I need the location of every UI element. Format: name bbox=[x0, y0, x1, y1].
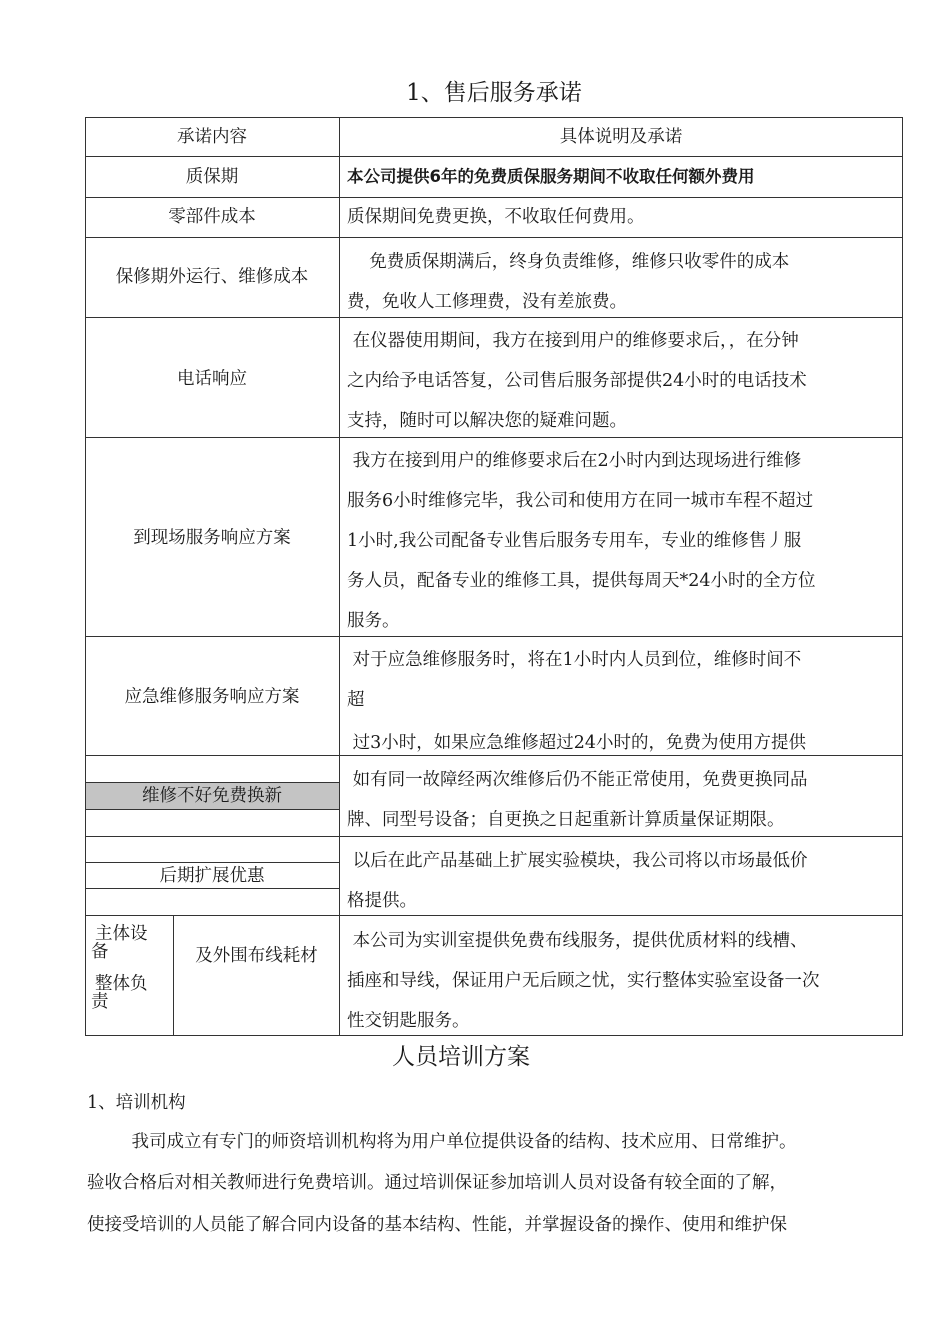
training-subheading: 1、培训机构 bbox=[87, 1093, 186, 1113]
row-label-expansion: 后期扩展优惠 bbox=[159, 866, 265, 886]
row-text-emergency-3: 过3小时，如果应急维修超过24小时的，免费为使用方提供 bbox=[347, 733, 806, 753]
row-text-emergency-1: 对于应急维修服务时，将在1小时内人员到位，维修时间不 bbox=[347, 650, 802, 670]
paragraph-line: 验收合格后对相关教师进行免费培训。通过培训保证参加培训人员对设备有较全面的了解， bbox=[87, 1173, 787, 1193]
row-text-onsite-2: 服务6小时维修完毕，我公司和使用方在同一城市车程不超过 bbox=[347, 491, 814, 511]
row-text-onsite-3: 1小时,我公司配备专业售后服务专用车，专业的维修售丿服 bbox=[347, 531, 802, 551]
paragraph-line: 使接受培训的人员能了解合同内设备的基本结构、性能，并掌握设备的操作、使用和维护保 bbox=[87, 1215, 787, 1235]
sub-divider bbox=[85, 809, 339, 810]
row-text-replacement-1: 如有同一故障经两次维修后仍不能正常使用，免费更换同品 bbox=[347, 770, 808, 790]
row-label-main-equipment bbox=[85, 925, 173, 1011]
row-label-replacement: 维修不好免费换新 bbox=[142, 786, 282, 806]
row-text-replacement-2: 牌、同型号设备；自更换之日起重新计算质量保证期限。 bbox=[347, 810, 785, 830]
after-sales-table bbox=[85, 117, 903, 1036]
row-divider bbox=[85, 237, 903, 238]
column-divider bbox=[339, 117, 340, 1036]
label-line: 整体负 bbox=[95, 974, 148, 994]
row-text-onsite-4: 务人员，配备专业的维修工具，提供每周天*24小时的全方位 bbox=[347, 571, 816, 591]
row-text-phone-3: 支持，随时可以解决您的疑难问题。 bbox=[347, 411, 627, 431]
row-label-phone-response: 电话响应 bbox=[177, 369, 247, 389]
row-text-out-of-warranty-2: 费，免收人工修理费，没有差旅费。 bbox=[347, 292, 627, 312]
label-line: 备 bbox=[91, 942, 109, 962]
table-border-top bbox=[85, 117, 903, 118]
sub-divider bbox=[85, 888, 339, 889]
row-divider bbox=[85, 915, 903, 916]
header-details: 具体说明及承诺 bbox=[559, 127, 683, 147]
row-text-wiring-1: 本公司为实训室提供免费布线服务，提供优质材料的线槽、 bbox=[347, 931, 808, 951]
row-text-expansion-1: 以后在此产品基础上扩展实验模块，我公司将以市场最低价 bbox=[347, 851, 808, 871]
row-label-warranty: 质保期 bbox=[185, 167, 239, 187]
table-border-right bbox=[902, 117, 903, 1036]
row-text-onsite-5: 服务。 bbox=[347, 611, 400, 631]
row-text-wiring-3: 性交钥匙服务。 bbox=[347, 1011, 470, 1031]
table-border-left bbox=[85, 117, 86, 1036]
row-label-emergency: 应急维修服务响应方案 bbox=[124, 687, 300, 707]
page-title: 1、售后服务承诺 bbox=[406, 80, 582, 106]
row-text-out-of-warranty-1: 免费质保期满后，终身负责维修，维修只收零件的成本 bbox=[347, 252, 790, 272]
row-text-emergency-2: 超 bbox=[347, 690, 365, 710]
row-label-wiring: 及外围布线耗材 bbox=[195, 946, 318, 966]
row-label-onsite-service: 到现场服务响应方案 bbox=[133, 528, 291, 548]
table-border-bottom bbox=[85, 1035, 903, 1036]
section-title-training: 人员培训方案 bbox=[392, 1044, 530, 1070]
row-label-parts-cost: 零部件成本 bbox=[168, 207, 256, 227]
row-text-expansion-2: 格提供。 bbox=[347, 891, 417, 911]
row-text-wiring-2: 插座和导线，保证用户无后顾之忧，实行整体实验室设备一次 bbox=[347, 971, 820, 991]
row-text-parts-cost: 质保期间免费更换，不收取任何费用。 bbox=[347, 207, 645, 227]
row-text-phone-1: 在仪器使用期间，我方在接到用户的维修要求后，，在分钟 bbox=[347, 331, 799, 351]
paragraph-line: 我司成立有专门的师资培训机构将为用户单位提供设备的结构、技术应用、日常维护。 bbox=[87, 1132, 797, 1152]
row-divider bbox=[85, 636, 903, 637]
row-text-onsite-1: 我方在接到用户的维修要求后在2小时内到达现场进行维修 bbox=[347, 451, 802, 471]
row-label-out-of-warranty: 保修期外运行、维修成本 bbox=[115, 267, 309, 287]
row-text-warranty: 本公司提供6年的免费质保服务期间不收取任何额外费用 bbox=[347, 167, 755, 186]
row-text-phone-2: 之内给予电话答复，公司售后服务部提供24小时的电话技术 bbox=[347, 371, 807, 391]
label-line: 责 bbox=[91, 992, 109, 1012]
header-commitment: 承诺内容 bbox=[177, 127, 247, 147]
sub-divider bbox=[85, 862, 339, 863]
sub-column-divider bbox=[173, 915, 174, 1035]
label-line: 主体设 bbox=[95, 924, 148, 944]
